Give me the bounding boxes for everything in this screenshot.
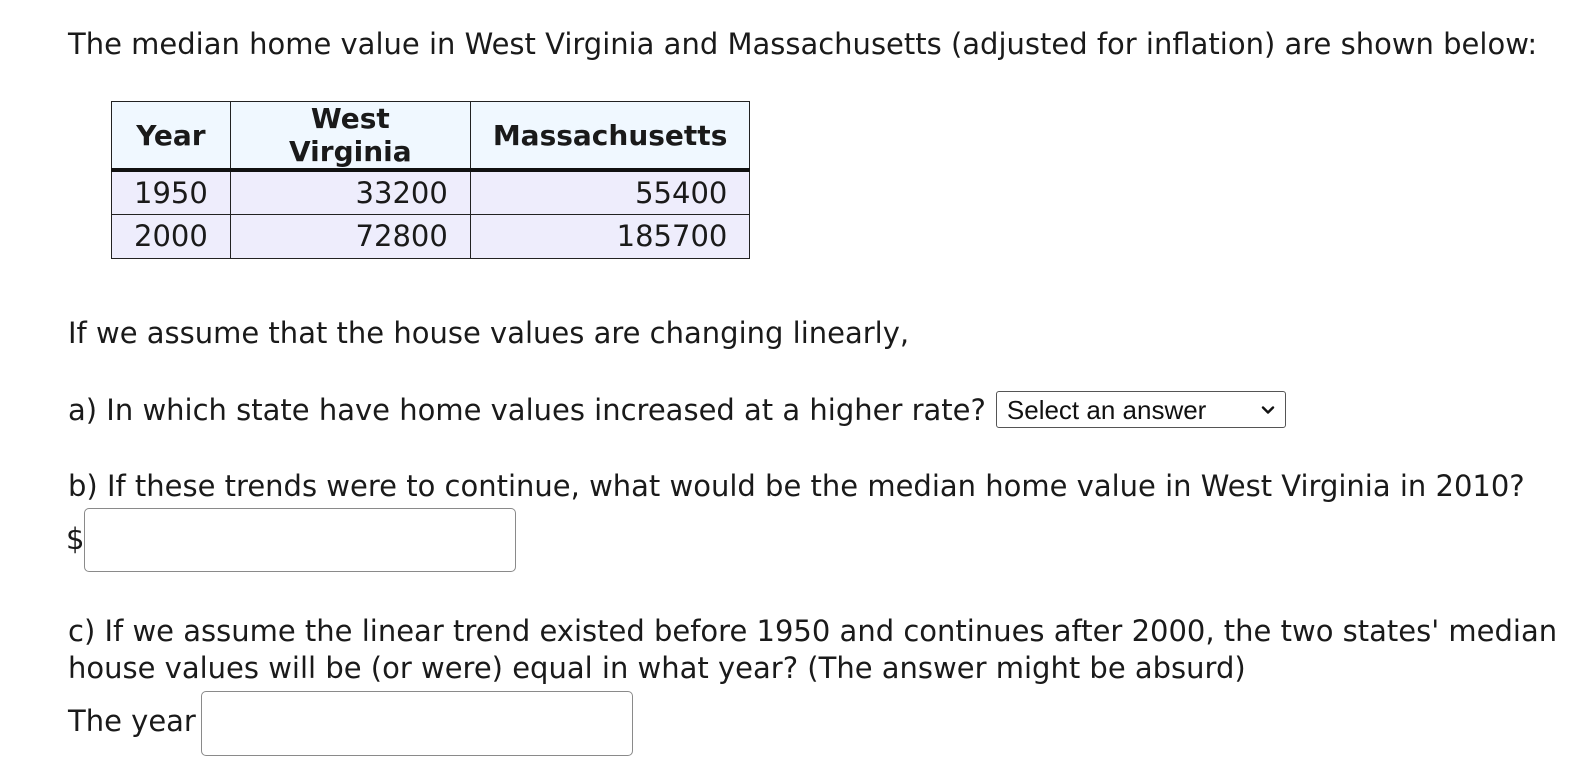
- cell-year: 2000: [112, 214, 231, 258]
- question-c-line1: c) If we assume the linear trend existed before 1950 and continues after 2000, the two states' median: [68, 614, 1558, 648]
- header-west-virginia: West Virginia: [230, 102, 470, 171]
- question-a-row: [68, 391, 1286, 428]
- cell-massachusetts: 185700: [470, 214, 750, 258]
- wv-2010-value-input[interactable]: [84, 508, 516, 572]
- assumption-text: If we assume that the house values are changing linearly,: [68, 316, 910, 350]
- cell-west-virginia: 72800: [230, 214, 470, 258]
- intro-text: The median home value in West Virginia and Massachusetts (adjusted for inflation) are shown below:: [68, 27, 1538, 61]
- table-row: [112, 170, 750, 214]
- equal-year-input[interactable]: [201, 691, 633, 756]
- year-label: The year: [68, 704, 196, 738]
- table-row: [112, 214, 750, 258]
- cell-year: 1950: [112, 170, 231, 214]
- table-header-row: [112, 102, 750, 171]
- home-value-table: [111, 101, 750, 259]
- select-value: Select an answer: [1006, 394, 1207, 425]
- header-year: Year: [112, 102, 231, 171]
- question-c-line2: house values will be (or were) equal in what year? (The answer might be absurd): [68, 651, 1246, 685]
- state-answer-select[interactable]: [996, 391, 1286, 428]
- header-massachusetts: Massachusetts: [470, 102, 750, 171]
- chevron-down-icon: [1261, 403, 1275, 417]
- question-a-text: a) In which state have home values increased at a higher rate?: [68, 392, 986, 427]
- question-b-text: b) If these trends were to continue, what would be the median home value in West Virginia in 2010?: [68, 469, 1525, 503]
- cell-massachusetts: 55400: [470, 170, 750, 214]
- dollar-prefix: $: [66, 522, 85, 556]
- cell-west-virginia: 33200: [230, 170, 470, 214]
